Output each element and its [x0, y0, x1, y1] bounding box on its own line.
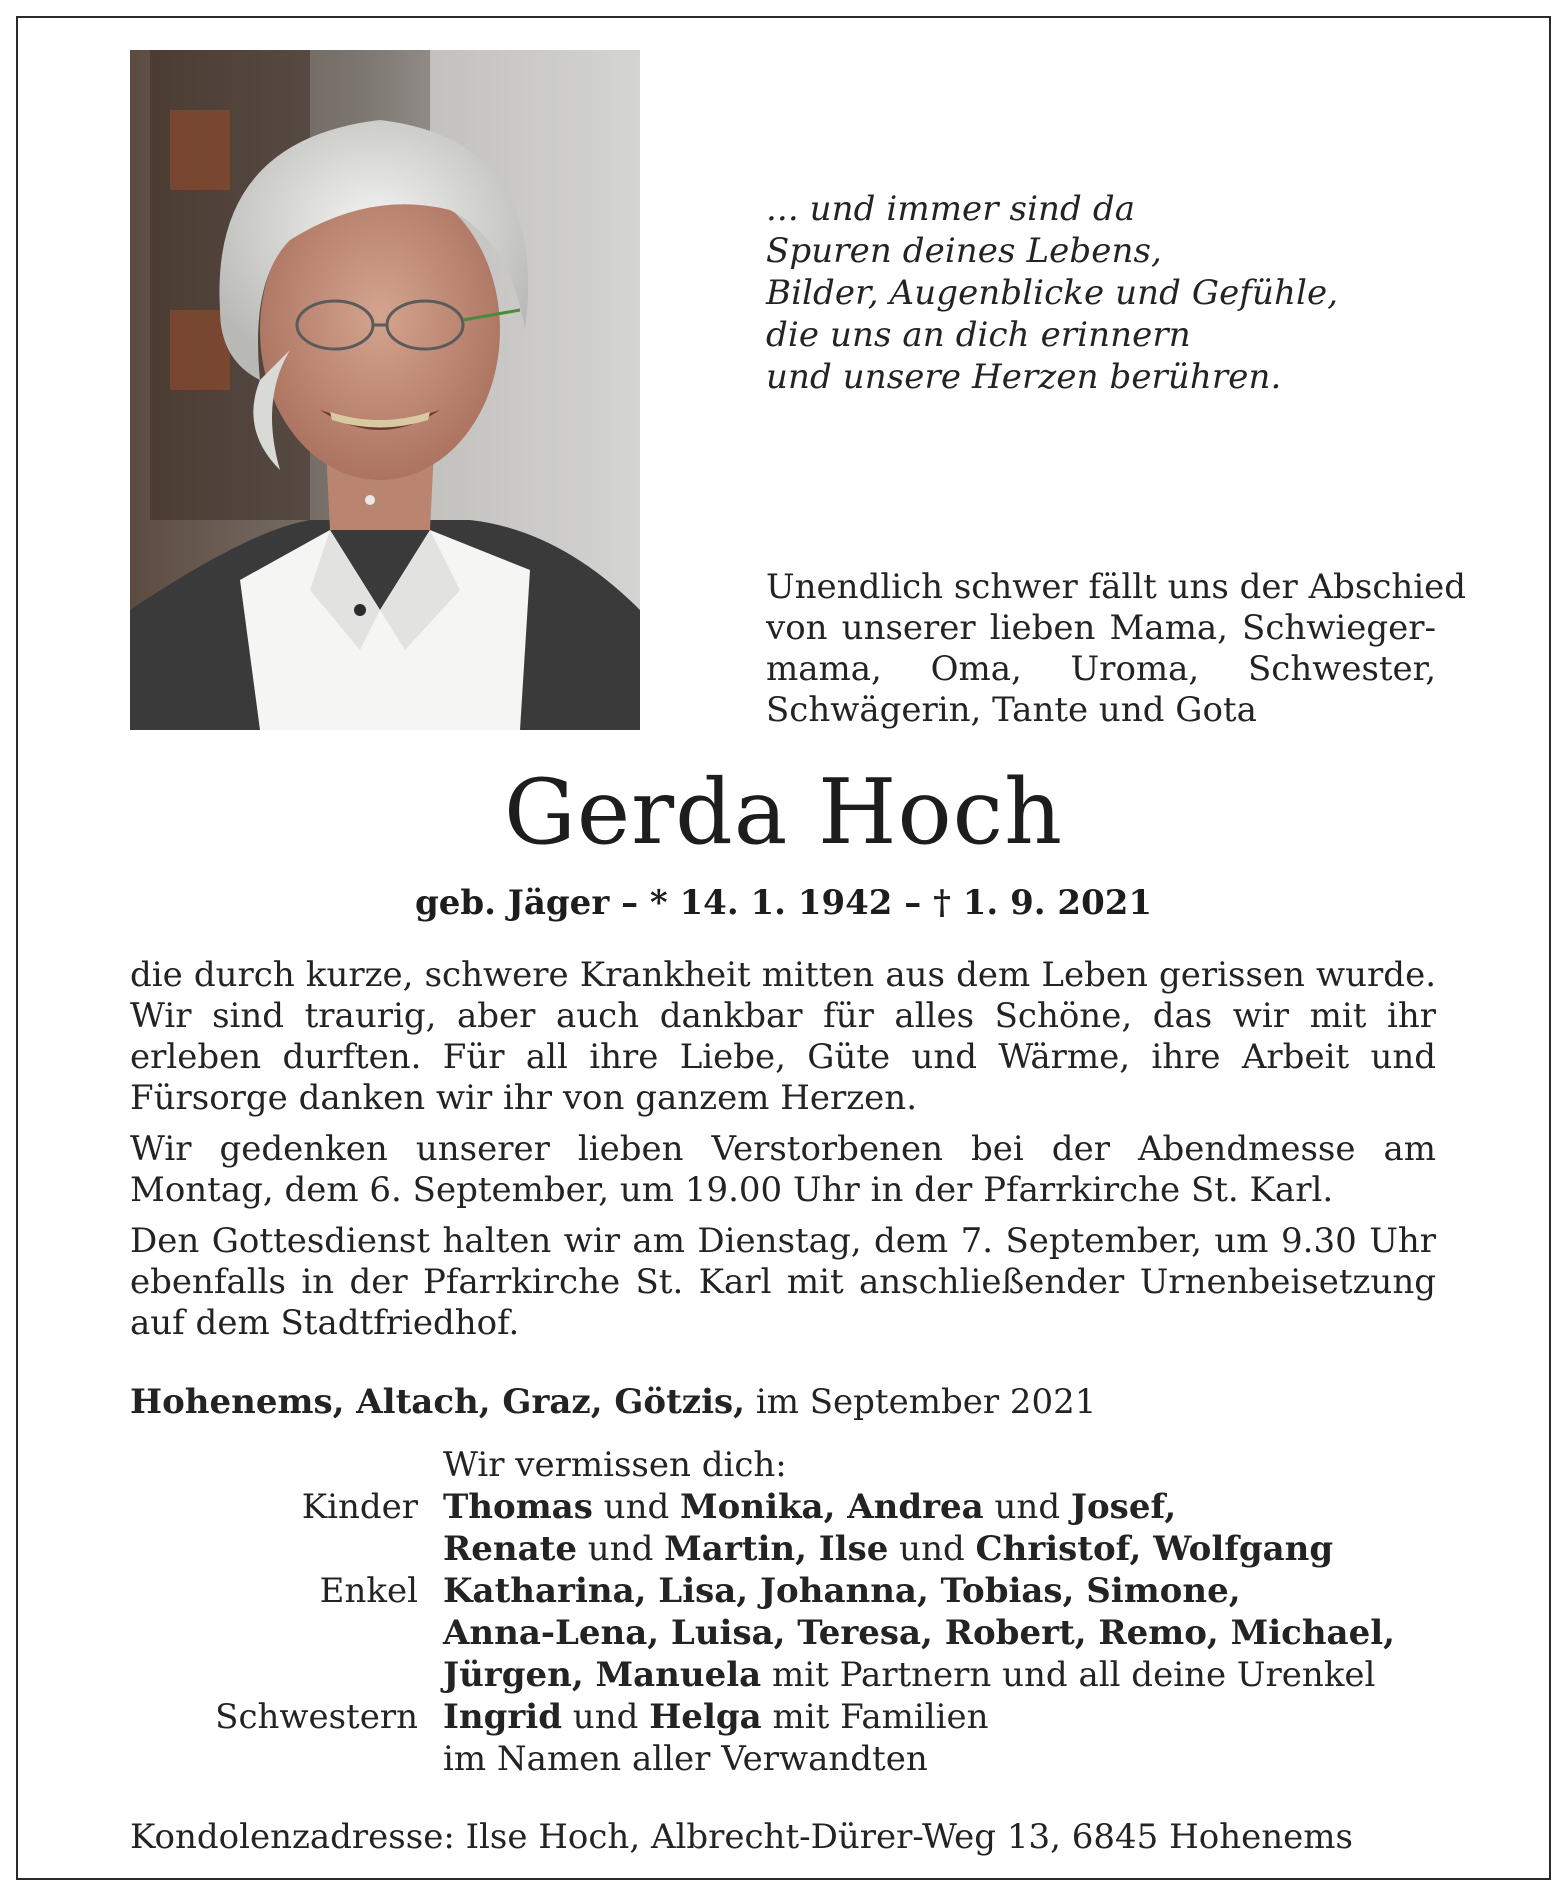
- obituary-body: [130, 955, 1436, 1354]
- memorial-poem: [766, 188, 1466, 398]
- relatives-line: im Namen aller Verwandten: [443, 1739, 928, 1779]
- body-paragraph: die durch kurze, schwere Krankheit mitten aus dem Leben gerissen wurde. Wir sind traurig, aber auch dankbar für alles Schöne, das wir mit ihr erleben durften. Für all ihre Liebe, Güte und Wärme, ihre Arbeit und Fürsorge danken wir ihr von ganzem Herzen.: [130, 955, 1436, 1118]
- condolence-address: Kondolenzadresse: Ilse Hoch, Albrecht-Dürer-Weg 13, 6845 Hohenems: [130, 1817, 1353, 1857]
- family-row-kinder: [130, 1486, 1436, 1528]
- relative-name: Thomas: [443, 1487, 593, 1527]
- connector: mit Familien: [761, 1697, 989, 1737]
- connector: und: [888, 1529, 976, 1569]
- family-label-enkel: Enkel: [319, 1571, 418, 1611]
- relative-name: Christof, Wolfgang: [975, 1529, 1334, 1569]
- relative-name: Martin, Ilse: [664, 1529, 889, 1569]
- relative-name: Renate: [443, 1529, 577, 1569]
- enkel-names: [443, 1654, 1436, 1696]
- family-row-kinder-2: [130, 1528, 1436, 1570]
- place-date: im September 2021: [745, 1382, 1097, 1422]
- relative-name: Ingrid: [443, 1697, 562, 1737]
- family-label-empty: [130, 1612, 443, 1654]
- family-row-schwestern: [130, 1696, 1436, 1738]
- enkel-names: Katharina, Lisa, Johanna, Tobias, Simone,: [443, 1571, 1241, 1611]
- miss-you-line: Wir vermissen dich:: [443, 1445, 787, 1485]
- connector: und: [983, 1487, 1071, 1527]
- portrait-illustration: [130, 50, 640, 730]
- relative-name: Jürgen, Manuela: [443, 1655, 762, 1695]
- poem-line: und unsere Herzen berühren.: [766, 357, 1282, 397]
- family-label-empty: [130, 1444, 443, 1486]
- relative-name: Helga: [649, 1697, 762, 1737]
- connector: mit Partnern und all deine Urenkel: [761, 1655, 1376, 1695]
- enkel-names: Anna-Lena, Luisa, Teresa, Robert, Remo, Michael,: [443, 1613, 1395, 1653]
- family-label-kinder: Kinder: [301, 1487, 418, 1527]
- family-label-empty: [130, 1654, 443, 1696]
- family-row-enkel-3: [130, 1654, 1436, 1696]
- place-and-date: [130, 1381, 1436, 1423]
- relative-name: Monika, Andrea: [680, 1487, 984, 1527]
- poem-line: ... und immer sind da: [766, 189, 1136, 229]
- poem-line: Bilder, Augenblicke und Gefühle,: [766, 273, 1339, 313]
- portrait-photo: [130, 50, 640, 730]
- family-row-enkel-2: [130, 1612, 1436, 1654]
- connector: und: [576, 1529, 665, 1569]
- family-label-schwestern: Schwestern: [215, 1697, 418, 1737]
- family-label-empty: [130, 1528, 443, 1570]
- body-paragraph: Den Gottesdienst halten wir am Dienstag, dem 7. September, um 9.30 Uhr ebenfalls in der Pfarrkirche St. Karl mit anschließender Urnenbeisetzung auf dem Stadtfriedhof.: [130, 1221, 1436, 1343]
- connector: und: [562, 1697, 650, 1737]
- connector: und: [592, 1487, 681, 1527]
- relative-name: Josef,: [1070, 1487, 1177, 1527]
- family-label-empty: [130, 1738, 443, 1780]
- intro-line: von unserer lieben Mama, Schwieger-: [766, 608, 1436, 648]
- family-row-verwandte: [130, 1738, 1436, 1780]
- kinder-names: [443, 1486, 1436, 1528]
- schwestern-names: [443, 1696, 1436, 1738]
- deceased-name: Gerda Hoch: [503, 760, 1064, 865]
- family-row: [130, 1444, 1436, 1486]
- intro-line: mama, Oma, Uroma, Schwester,: [766, 649, 1436, 689]
- intro-line: Unendlich schwer fällt uns der Abschied: [766, 567, 1467, 607]
- body-paragraph: Wir gedenken unserer lieben Verstorbenen bei der Abendmesse am Montag, dem 6. September, um 19.00 Uhr in der Pfarrkirche St. Karl.: [130, 1129, 1436, 1210]
- kinder-names: [443, 1528, 1436, 1570]
- poem-line: die uns an dich erinnern: [766, 315, 1191, 355]
- poem-line: Spuren deines Lebens,: [766, 231, 1162, 271]
- farewell-intro: [766, 567, 1467, 731]
- family-row-enkel: [130, 1570, 1436, 1612]
- place-towns: Hohenems, Altach, Graz, Götzis,: [130, 1382, 746, 1422]
- life-dates: geb. Jäger – * 14. 1. 1942 – † 1. 9. 2021: [414, 883, 1153, 923]
- intro-line: Schwägerin, Tante und Gota: [766, 690, 1257, 730]
- family-list: [130, 1444, 1436, 1780]
